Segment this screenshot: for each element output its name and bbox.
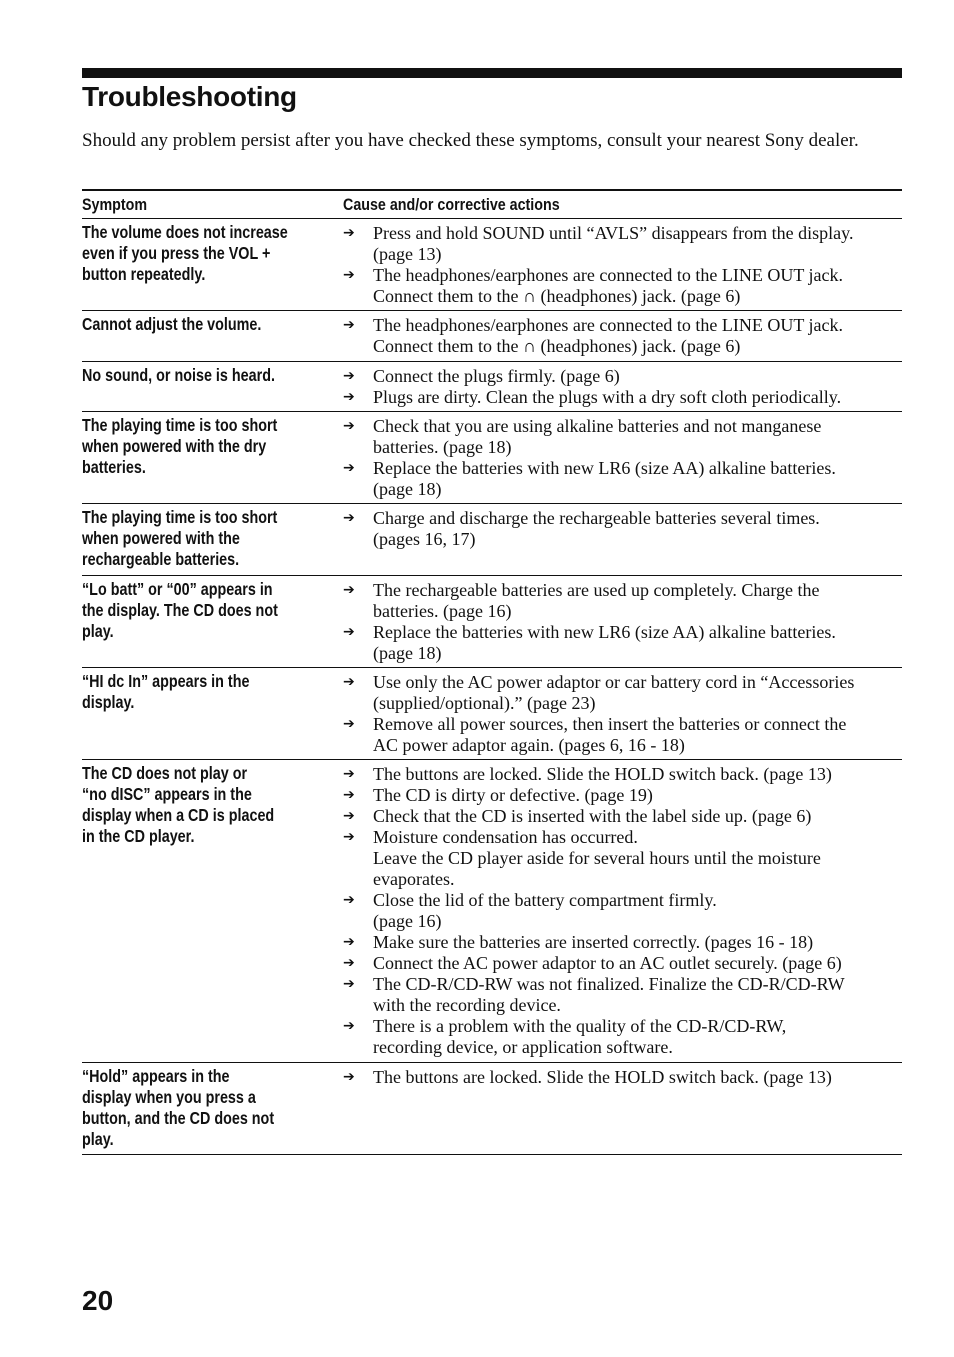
symptom-cell <box>82 219 343 310</box>
actions-cell <box>343 362 902 411</box>
action-text: The CD-R/CD-RW was not finalized. Finalize the CD-R/CD-RW with the recording device. <box>373 974 845 1015</box>
action-item <box>343 315 902 357</box>
table-body <box>82 219 902 1155</box>
table-row <box>82 504 902 576</box>
action-text: Moisture condensation has occurred. Leave the CD player aside for several hours until the moisture evaporates. <box>373 827 821 889</box>
right-arrow-icon: ➔ <box>343 766 355 782</box>
action-item <box>343 827 902 890</box>
symptom-text: Cannot adjust the volume. <box>82 314 262 334</box>
right-arrow-icon: ➔ <box>343 225 355 241</box>
symptom-text: The playing time is too short when powered with the dry batteries. <box>82 415 278 477</box>
action-text: There is a problem with the quality of the CD-R/CD-RW, recording device, or application software. <box>373 1016 787 1057</box>
right-arrow-icon: ➔ <box>343 460 355 476</box>
cause-column-header: Cause and/or corrective actions <box>343 194 560 214</box>
symptom-cell <box>82 412 343 503</box>
right-arrow-icon: ➔ <box>343 1018 355 1034</box>
action-item <box>343 1067 902 1088</box>
table-row <box>82 311 902 362</box>
action-text: Connect the plugs firmly. (page 6) <box>373 366 620 386</box>
symptom-cell <box>82 1063 343 1154</box>
actions-cell <box>343 219 902 310</box>
action-text: The buttons are locked. Slide the HOLD switch back. (page 13) <box>373 764 832 784</box>
symptom-text: The CD does not play or “no dISC” appears in the display when a CD is placed in the CD player. <box>82 763 275 846</box>
symptom-column-header: Symptom <box>82 194 148 214</box>
right-arrow-icon: ➔ <box>343 1069 355 1085</box>
action-text: Check that the CD is inserted with the label side up. (page 6) <box>373 806 812 826</box>
action-item <box>343 416 902 458</box>
troubleshooting-table <box>82 189 902 1155</box>
actions-cell <box>343 576 902 667</box>
symptom-text: No sound, or noise is heard. <box>82 365 275 385</box>
action-text: Check that you are using alkaline batteries and not manganese batteries. (page 18) <box>373 416 822 457</box>
right-arrow-icon: ➔ <box>343 955 355 971</box>
action-text: Remove all power sources, then insert the batteries or connect the AC power adaptor again. (pages 6, 16 - 18) <box>373 714 847 755</box>
right-arrow-icon: ➔ <box>343 934 355 950</box>
action-text: The CD is dirty or defective. (page 19) <box>373 785 653 805</box>
action-text: Plugs are dirty. Clean the plugs with a dry soft cloth periodically. <box>373 387 842 407</box>
action-item <box>343 458 902 500</box>
action-text: The headphones/earphones are connected to the LINE OUT jack. Connect them to the ∩ (headphones) jack. (page 6) <box>373 265 843 306</box>
action-text: Charge and discharge the rechargeable batteries several times. (pages 16, 17) <box>373 508 820 549</box>
symptom-text: “Lo batt” or “00” appears in the display. The CD does not play. <box>82 579 278 641</box>
action-text: Make sure the batteries are inserted correctly. (pages 16 - 18) <box>373 932 814 952</box>
action-item <box>343 508 902 550</box>
table-row <box>82 362 902 412</box>
table-row <box>82 219 902 311</box>
intro-paragraph: Should any problem persist after you have checked these symptoms, consult your nearest Sony dealer. <box>82 130 859 151</box>
table-row <box>82 412 902 504</box>
action-text: The buttons are locked. Slide the HOLD switch back. (page 13) <box>373 1067 832 1087</box>
action-item <box>343 1016 902 1058</box>
right-arrow-icon: ➔ <box>343 829 355 845</box>
actions-cell <box>343 668 902 759</box>
action-item <box>343 764 902 785</box>
action-text: Use only the AC power adaptor or car battery cord in “Accessories (supplied/optional).” (page 23) <box>373 672 855 713</box>
page-title: Troubleshooting <box>82 81 297 112</box>
action-item <box>343 223 902 265</box>
right-arrow-icon: ➔ <box>343 808 355 824</box>
action-text: Replace the batteries with new LR6 (size AA) alkaline batteries. (page 18) <box>373 458 836 499</box>
action-item <box>343 974 902 1016</box>
right-arrow-icon: ➔ <box>343 389 355 405</box>
right-arrow-icon: ➔ <box>343 267 355 283</box>
action-text: Close the lid of the battery compartment firmly. (page 16) <box>373 890 717 931</box>
action-item <box>343 580 902 622</box>
action-item <box>343 890 902 932</box>
action-text: Connect the AC power adaptor to an AC outlet securely. (page 6) <box>373 953 842 973</box>
actions-cell <box>343 504 902 575</box>
table-header <box>82 189 902 219</box>
symptom-cell <box>82 760 343 1062</box>
symptom-text: The volume does not increase even if you press the VOL + button repeatedly. <box>82 222 288 284</box>
action-item <box>343 366 902 387</box>
table-row <box>82 760 902 1063</box>
action-text: The rechargeable batteries are used up completely. Charge the batteries. (page 16) <box>373 580 820 621</box>
symptom-cell <box>82 668 343 759</box>
right-arrow-icon: ➔ <box>343 510 355 526</box>
action-item <box>343 953 902 974</box>
action-item <box>343 265 902 307</box>
symptom-cell <box>82 576 343 667</box>
action-item <box>343 714 902 756</box>
action-item <box>343 387 902 408</box>
symptom-cell <box>82 362 343 411</box>
action-item <box>343 622 902 664</box>
right-arrow-icon: ➔ <box>343 624 355 640</box>
page-number: 20 <box>82 1285 114 1316</box>
symptom-cell <box>82 504 343 575</box>
action-text: The headphones/earphones are connected to the LINE OUT jack. Connect them to the ∩ (headphones) jack. (page 6) <box>373 315 843 356</box>
right-arrow-icon: ➔ <box>343 674 355 690</box>
symptom-text: The playing time is too short when powered with the rechargeable batteries. <box>82 507 278 569</box>
action-item <box>343 932 902 953</box>
symptom-text: “Hold” appears in the display when you press a button, and the CD does not play. <box>82 1066 275 1149</box>
actions-cell <box>343 760 902 1062</box>
action-item <box>343 672 902 714</box>
actions-cell <box>343 1063 902 1154</box>
right-arrow-icon: ➔ <box>343 582 355 598</box>
right-arrow-icon: ➔ <box>343 368 355 384</box>
actions-cell <box>343 311 902 361</box>
right-arrow-icon: ➔ <box>343 787 355 803</box>
actions-cell <box>343 412 902 503</box>
right-arrow-icon: ➔ <box>343 716 355 732</box>
table-row <box>82 576 902 668</box>
title-rule <box>82 68 902 78</box>
table-row <box>82 668 902 760</box>
right-arrow-icon: ➔ <box>343 892 355 908</box>
action-text: Press and hold SOUND until “AVLS” disappears from the display. (page 13) <box>373 223 854 264</box>
right-arrow-icon: ➔ <box>343 976 355 992</box>
table-row <box>82 1063 902 1155</box>
right-arrow-icon: ➔ <box>343 418 355 434</box>
right-arrow-icon: ➔ <box>343 317 355 333</box>
symptom-text: “HI dc In” appears in the display. <box>82 671 250 712</box>
action-text: Replace the batteries with new LR6 (size AA) alkaline batteries. (page 18) <box>373 622 836 663</box>
action-item <box>343 806 902 827</box>
symptom-cell <box>82 311 343 361</box>
action-item <box>343 785 902 806</box>
